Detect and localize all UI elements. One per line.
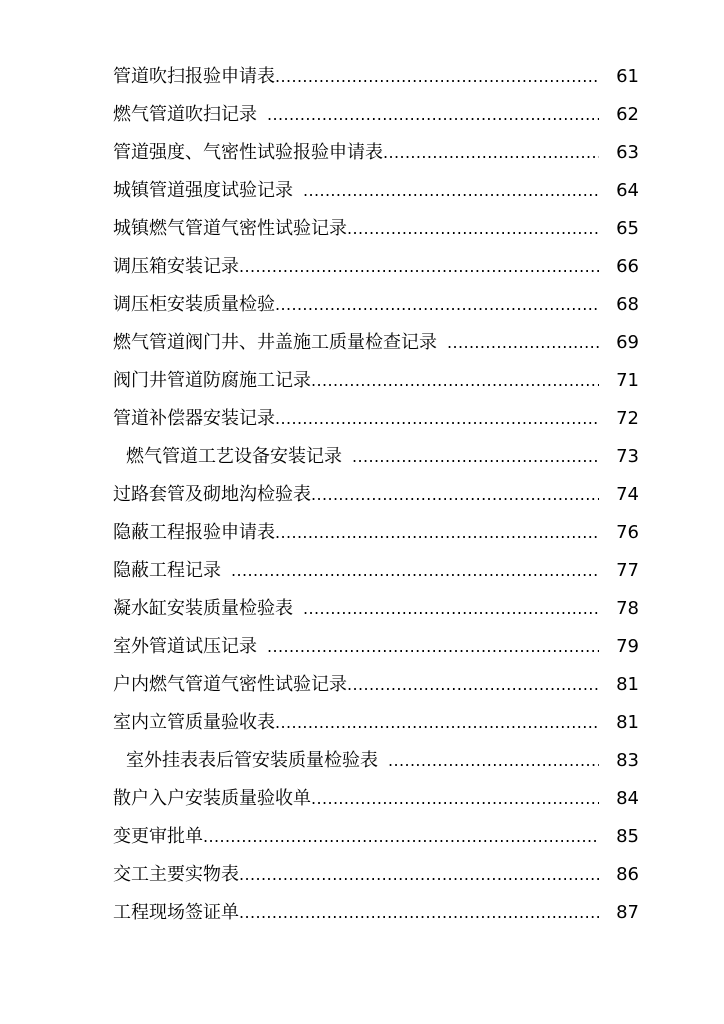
toc-dot-leader <box>275 286 599 324</box>
toc-entry[interactable] <box>113 742 639 780</box>
toc-entry[interactable] <box>113 894 639 932</box>
toc-entry-title: 户内燃气管道气密性试验记录 <box>113 674 347 695</box>
toc-dot-leader <box>267 96 599 134</box>
toc-entry-page: 86 <box>616 864 639 885</box>
toc-entry[interactable] <box>113 628 639 666</box>
toc-entry[interactable] <box>113 818 639 856</box>
toc-dot-leader <box>239 856 599 894</box>
toc-entry-page: 79 <box>616 636 639 657</box>
toc-dot-leader <box>275 704 599 742</box>
toc-entry[interactable] <box>113 96 639 134</box>
toc-entry-title: 城镇燃气管道气密性试验记录 <box>113 218 347 239</box>
toc-entry[interactable] <box>113 666 639 704</box>
toc-entry-title: 工程现场签证单 <box>113 902 239 923</box>
toc-entry-page: 62 <box>616 104 639 125</box>
toc-entry-title: 燃气管道工艺设备安装记录 <box>126 446 342 467</box>
toc-entry-page: 61 <box>616 66 639 87</box>
toc-dot-leader <box>388 742 599 780</box>
toc-entry[interactable] <box>113 134 639 172</box>
toc-dot-leader <box>303 590 599 628</box>
toc-entry-page: 77 <box>616 560 639 581</box>
toc-dot-leader <box>203 818 599 856</box>
toc-entry-title: 调压箱安装记录 <box>113 256 239 277</box>
toc-entry-title: 燃气管道吹扫记录 <box>113 104 257 125</box>
toc-dot-leader <box>267 628 599 666</box>
toc-entry[interactable] <box>113 438 639 476</box>
toc-entry[interactable] <box>113 324 639 362</box>
toc-entry[interactable] <box>113 856 639 894</box>
toc-entry-title: 管道补偿器安装记录 <box>113 408 275 429</box>
toc-entry[interactable] <box>113 210 639 248</box>
toc-entry-page: 64 <box>616 180 639 201</box>
toc-dot-leader <box>275 58 599 96</box>
toc-entry-page: 66 <box>616 256 639 277</box>
toc-dot-leader <box>347 666 599 704</box>
toc-entry-title: 室内立管质量验收表 <box>113 712 275 733</box>
toc-entry-page: 81 <box>616 674 639 695</box>
table-of-contents <box>113 58 639 932</box>
toc-dot-leader <box>311 780 599 818</box>
toc-entry-title: 隐蔽工程记录 <box>113 560 221 581</box>
toc-entry-title: 管道吹扫报验申请表 <box>113 66 275 87</box>
toc-entry-title: 室外挂表表后管安装质量检验表 <box>126 750 378 771</box>
toc-dot-leader <box>275 400 599 438</box>
toc-dot-leader <box>239 894 599 932</box>
toc-entry-page: 84 <box>616 788 639 809</box>
toc-entry[interactable] <box>113 780 639 818</box>
toc-dot-leader <box>352 438 599 476</box>
toc-entry-page: 72 <box>616 408 639 429</box>
toc-entry-title: 隐蔽工程报验申请表 <box>113 522 275 543</box>
toc-entry[interactable] <box>113 172 639 210</box>
toc-entry-page: 81 <box>616 712 639 733</box>
toc-entry-page: 85 <box>616 826 639 847</box>
toc-entry-title: 交工主要实物表 <box>113 864 239 885</box>
toc-entry-title: 散户入户安装质量验收单 <box>113 788 311 809</box>
toc-entry[interactable] <box>113 514 639 552</box>
toc-dot-leader <box>311 362 599 400</box>
toc-entry-title: 室外管道试压记录 <box>113 636 257 657</box>
toc-entry-page: 74 <box>616 484 639 505</box>
toc-dot-leader <box>303 172 599 210</box>
toc-entry-title: 变更审批单 <box>113 826 203 847</box>
toc-entry[interactable] <box>113 704 639 742</box>
toc-entry[interactable] <box>113 476 639 514</box>
toc-entry-title: 调压柜安装质量检验 <box>113 294 275 315</box>
toc-entry-page: 87 <box>616 902 639 923</box>
toc-entry-page: 71 <box>616 370 639 391</box>
toc-entry-title: 过路套管及砌地沟检验表 <box>113 484 311 505</box>
toc-entry[interactable] <box>113 400 639 438</box>
toc-entry-page: 69 <box>616 332 639 353</box>
toc-entry-page: 78 <box>616 598 639 619</box>
toc-entry-page: 73 <box>616 446 639 467</box>
toc-entry[interactable] <box>113 58 639 96</box>
toc-entry-title: 城镇管道强度试验记录 <box>113 180 293 201</box>
toc-entry-page: 65 <box>616 218 639 239</box>
toc-dot-leader <box>311 476 599 514</box>
toc-entry-title: 凝水缸安装质量检验表 <box>113 598 293 619</box>
toc-entry-title: 管道强度、气密性试验报验申请表 <box>113 142 383 163</box>
toc-entry-page: 68 <box>616 294 639 315</box>
toc-dot-leader <box>447 324 599 362</box>
toc-entry[interactable] <box>113 248 639 286</box>
toc-entry[interactable] <box>113 362 639 400</box>
toc-dot-leader <box>231 552 599 590</box>
toc-entry-page: 76 <box>616 522 639 543</box>
toc-dot-leader <box>239 248 599 286</box>
toc-entry[interactable] <box>113 286 639 324</box>
toc-dot-leader <box>275 514 599 552</box>
toc-entry-title: 燃气管道阀门井、井盖施工质量检查记录 <box>113 332 437 353</box>
toc-entry-page: 63 <box>616 142 639 163</box>
toc-dot-leader <box>347 210 599 248</box>
toc-entry-page: 83 <box>616 750 639 771</box>
toc-entry[interactable] <box>113 552 639 590</box>
toc-entry-title: 阀门井管道防腐施工记录 <box>113 370 311 391</box>
toc-entry[interactable] <box>113 590 639 628</box>
toc-dot-leader <box>383 134 599 172</box>
